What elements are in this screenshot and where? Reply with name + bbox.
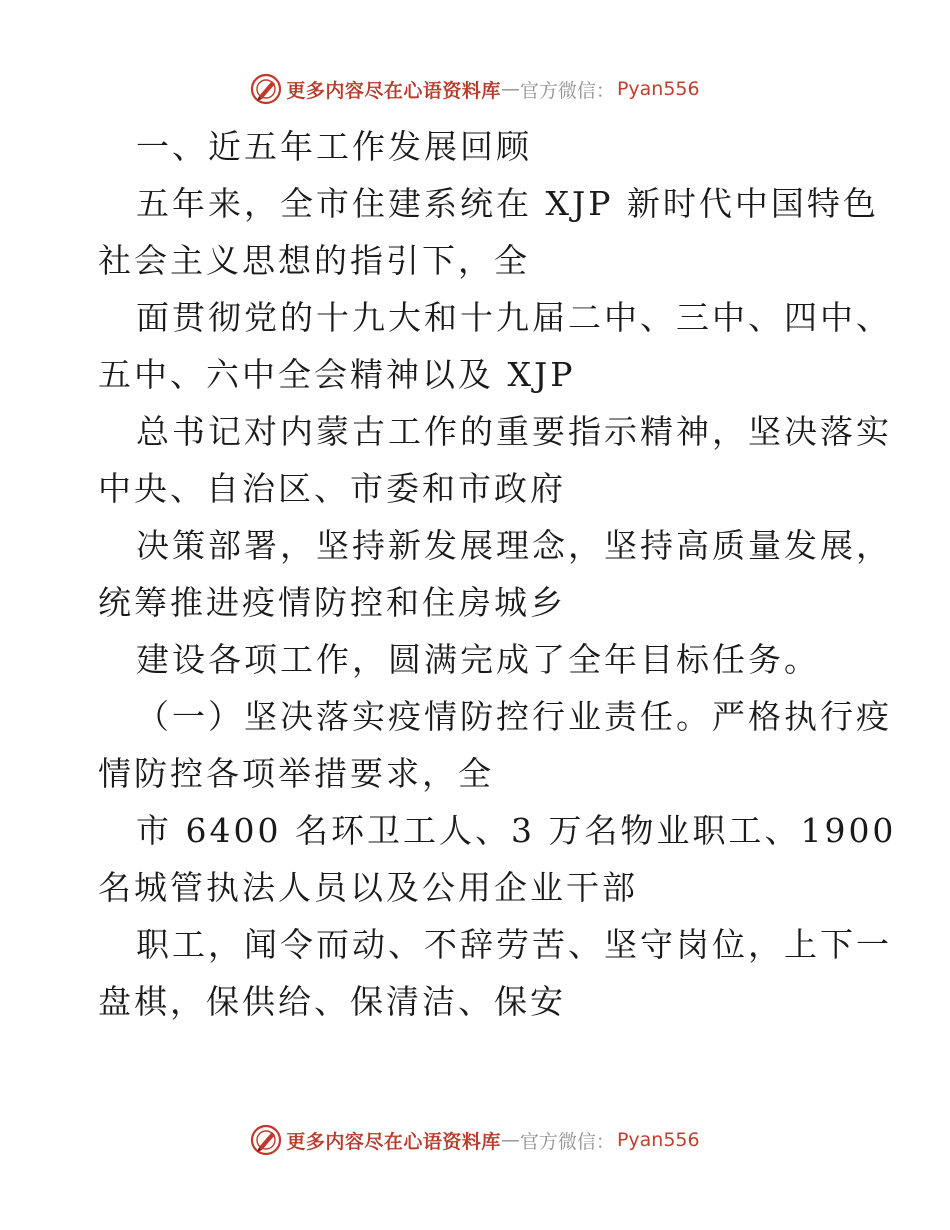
watermark-brand: 更多内容尽在心语资料库 [286,1130,501,1153]
heading-line: 一、近五年工作发展回顾 [136,127,532,166]
paragraph-3 [98,295,892,397]
watermark-label: 官方微信： [519,79,615,102]
watermark-account: Pyan556 [616,78,700,100]
text-line: 五中、六中全会精神以及 XJP [98,355,576,394]
text-line: 面贯彻党的十九大和十九届二中、三中、四中、 [136,298,892,337]
watermark-brand: 更多内容尽在心语资料库 [286,79,501,102]
watermark-account: Pyan556 [616,1129,700,1151]
watermark-footer [0,1124,950,1156]
text-line: 统筹推进疫情防控和住房城乡 [98,583,566,622]
paragraph-4 [98,409,892,511]
paragraph-7 [98,694,892,796]
paragraph-1 [98,124,858,169]
watermark-separator: — [500,1129,520,1151]
pen-logo-icon [250,1124,282,1156]
watermark-label: 官方微信： [519,1130,615,1153]
document-body [98,124,897,1024]
text-line: 盘棋，保供给、保清洁、保安 [98,982,566,1021]
paragraph-5 [98,523,892,625]
watermark-header [0,73,950,105]
watermark-separator: — [500,78,520,100]
text-line: 决策部署，坚持新发展理念，坚持高质量发展， [136,526,892,565]
text-line: 中央、自治区、市委和市政府 [98,469,566,508]
text-line: 建设各项工作，圆满完成了全年目标任务。 [136,640,820,679]
paragraph-8 [98,808,897,910]
text-line: （一）坚决落实疫情防控行业责任。严格执行疫 [136,697,892,736]
text-line: 五年来，全市住建系统在 XJP 新时代中国特色 [136,184,879,223]
text-line: 情防控各项举措要求，全 [98,754,494,793]
text-line: 社会主义思想的指引下，全 [98,241,530,280]
paragraph-9 [98,922,892,1024]
text-line: 职工，闻令而动、不辞劳苦、坚守岗位，上下一 [136,925,892,964]
text-line: 市 6400 名环卫工人、3 万名物业职工、1900 [136,811,897,850]
text-line: 名城管执法人员以及公用企业干部 [98,868,638,907]
text-line: 总书记对内蒙古工作的重要指示精神，坚决落实 [136,412,892,451]
pen-logo-icon [250,73,282,105]
paragraph-2 [98,181,879,283]
paragraph-6 [98,637,858,682]
